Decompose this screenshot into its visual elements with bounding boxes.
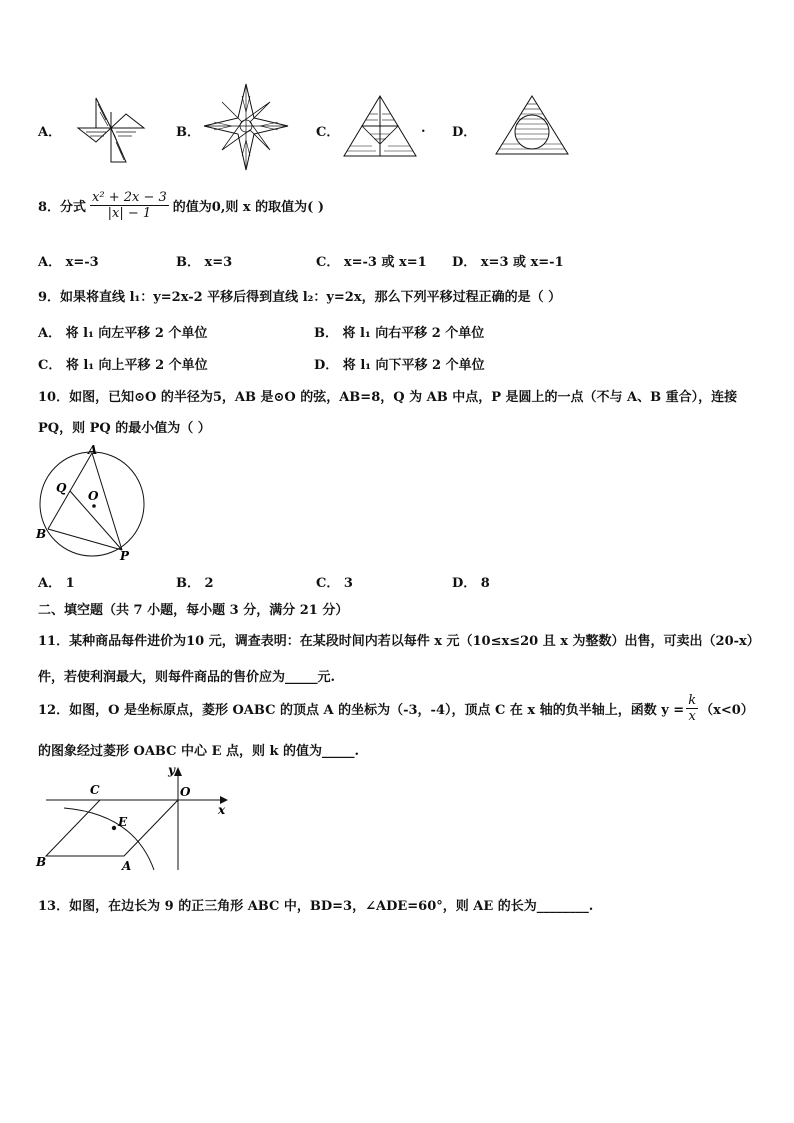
q8-suffix: 的值为0,则 x 的取值为( ) xyxy=(172,200,324,215)
q9-choice-d: D． 将 l₁ 向下平移 2 个单位 xyxy=(314,358,485,373)
q7-option-c-label: C． xyxy=(316,125,340,140)
q10-choice-a: A． 1 xyxy=(38,576,75,591)
q12-label-a: A xyxy=(122,859,132,873)
q12-label-y: y xyxy=(168,764,175,777)
q11-stem-line2: 件，若使利润最大，则每件商品的售价应为_____元. xyxy=(38,670,336,685)
q12-line1-b: （x<0） xyxy=(700,703,754,718)
q10-stem-line1: 10．如图，已知⊙O 的半径为5，AB 是⊙O 的弦，AB=8，Q 为 AB 中点，P 是圆上的一点（不与 A、B 重合），连接 xyxy=(38,390,738,405)
q12-label-e: E xyxy=(118,815,128,829)
q10-label-o: O xyxy=(88,489,99,503)
q7-option-c-figure xyxy=(342,94,418,160)
q7-option-a-figure xyxy=(66,92,156,170)
q10-label-a: A xyxy=(88,443,98,457)
q12-frac-num: k xyxy=(688,693,697,708)
q9-choice-b: B． 将 l₁ 向右平移 2 个单位 xyxy=(314,326,485,341)
q12-y-axis-arrow xyxy=(174,767,182,776)
q12-point-e xyxy=(112,826,116,830)
q12-line1-a: 12．如图，O 是坐标原点，菱形 OABC 的顶点 A 的坐标为（-3，-4），顶点 C 在 x 轴的负半轴上，函数 y = xyxy=(38,703,685,718)
q10-stem-line2: PQ，则 PQ 的最小值为（ ） xyxy=(38,421,211,436)
q11-stem-line1: 11．某种商品每件进价为10 元，调查表明：在某段时间内若以每件 x 元（10≤x≤20 且 x 为整数）出售，可卖出（20-x） xyxy=(38,634,760,649)
q10-choice-d: D． 8 xyxy=(452,576,490,591)
q12-label-b: B xyxy=(36,855,47,869)
q10-center-dot xyxy=(92,504,96,508)
q7-option-b-label: B． xyxy=(176,125,200,140)
q10-label-p: P xyxy=(120,549,130,562)
q10-choice-c: C． 3 xyxy=(316,576,353,591)
q7-option-b-figure xyxy=(202,82,292,174)
q8-fraction xyxy=(90,190,169,221)
q8-stem xyxy=(38,190,324,221)
q8-choice-d: D． x=3 或 x=-1 xyxy=(452,255,564,270)
q12-label-o: O xyxy=(180,785,191,799)
q12-frac-den: x xyxy=(688,709,696,724)
q8-numerator: x² + 2x − 3 xyxy=(92,190,167,205)
q12-coordinate-figure xyxy=(34,764,234,876)
q9-stem: 9．如果将直线 l₁：y=2x-2 平移后得到直线 l₂：y=2x，那么下列平移过程正确的是（ ） xyxy=(38,290,562,305)
q8-denominator: |x| − 1 xyxy=(107,206,152,221)
q12-stem-line1 xyxy=(38,693,754,724)
q12-label-x: x xyxy=(218,803,226,817)
q10-circle-figure xyxy=(34,442,150,562)
q13-stem: 13．如图，在边长为 9 的正三角形 ABC 中，BD=3，∠ADE=60°，则 AE 的长为________. xyxy=(38,899,594,914)
q12-fraction xyxy=(686,693,698,724)
q7-option-d-label: D． xyxy=(452,125,477,140)
q8-choice-b: B． x=3 xyxy=(176,255,233,270)
q10-label-q: Q xyxy=(56,481,67,495)
q12-stem-line2: 的图象经过菱形 OABC 中心 E 点，则 k 的值为_____. xyxy=(38,744,360,759)
q7-option-d-figure xyxy=(494,94,570,158)
q8-choice-a: A． x=-3 xyxy=(38,255,99,270)
q10-circle xyxy=(40,452,144,556)
q8-choice-c: C． x=-3 或 x=1 xyxy=(316,255,427,270)
q10-label-b: B xyxy=(36,527,47,541)
q7-option-a-label: A． xyxy=(38,125,62,140)
q8-prefix: 8．分式 xyxy=(38,200,87,215)
q10-choice-b: B． 2 xyxy=(176,576,214,591)
q9-choice-c: C． 将 l₁ 向上平移 2 个单位 xyxy=(38,358,208,373)
q12-label-c: C xyxy=(90,783,100,797)
q9-choice-a: A． 将 l₁ 向左平移 2 个单位 xyxy=(38,326,208,341)
section-2-heading: 二、填空题（共 7 小题，每小题 3 分，满分 21 分） xyxy=(38,603,349,618)
q7-separator: . xyxy=(421,121,426,136)
